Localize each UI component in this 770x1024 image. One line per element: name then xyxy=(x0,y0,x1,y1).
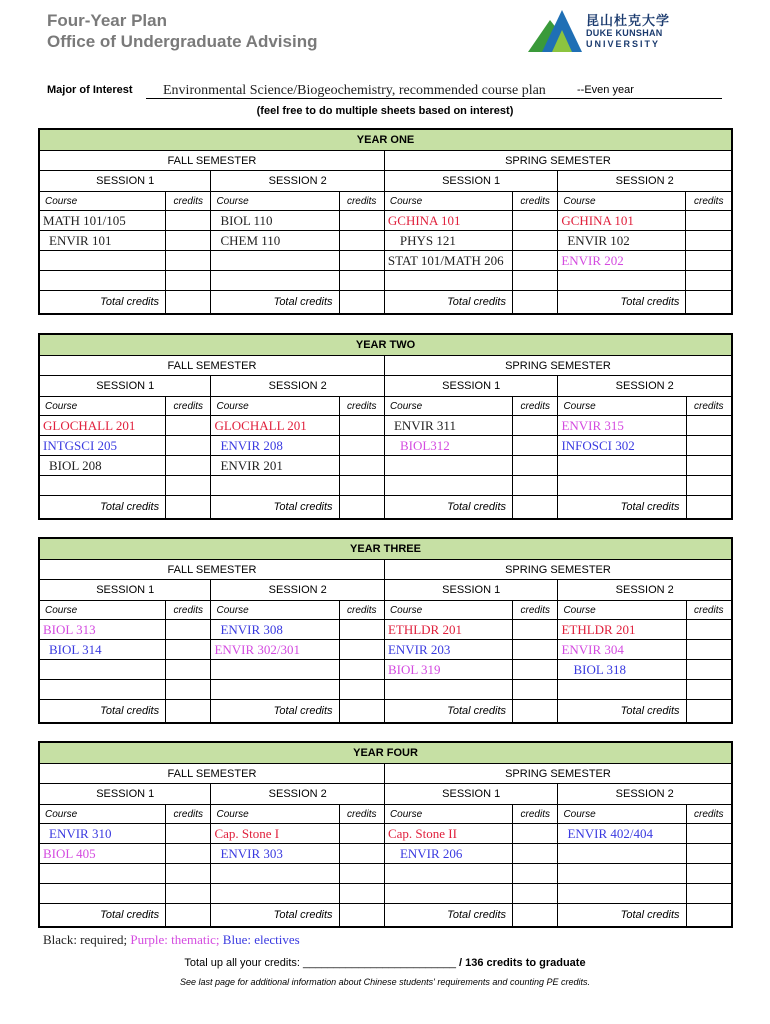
credits-cell[interactable] xyxy=(166,251,211,271)
total-credits-cell[interactable] xyxy=(339,904,384,927)
total-credits-label: Total credits xyxy=(384,496,512,519)
course-cell[interactable] xyxy=(384,476,512,496)
course-cell[interactable]: MATH 101/105 xyxy=(40,211,166,231)
credits-cell[interactable] xyxy=(339,476,384,496)
total-credits-suffix: / 136 credits to graduate xyxy=(455,957,586,969)
legend-thematic: Purple: thematic; xyxy=(130,932,220,947)
course-cell[interactable] xyxy=(211,476,339,496)
course-cell[interactable]: GCHINA 101 xyxy=(384,211,512,231)
session-2-label: SESSION 2 xyxy=(558,376,732,397)
course-cell[interactable] xyxy=(40,884,166,904)
course-cell[interactable] xyxy=(40,660,166,680)
credits-cell[interactable] xyxy=(513,824,558,844)
course-cell[interactable] xyxy=(211,864,339,884)
credits-cell[interactable] xyxy=(339,864,384,884)
session-2-label: SESSION 2 xyxy=(211,376,384,397)
credits-cell[interactable] xyxy=(686,620,731,640)
total-credits-label: Total credits xyxy=(40,291,166,314)
session-1-label: SESSION 1 xyxy=(384,784,557,805)
logo-english-name: DUKE KUNSHAN xyxy=(586,28,663,38)
course-cell[interactable] xyxy=(558,864,686,884)
course-cell[interactable]: ENVIR 315 xyxy=(558,416,686,436)
course-cell[interactable] xyxy=(40,476,166,496)
course-column-label: Course xyxy=(211,192,339,211)
course-cell[interactable]: ENVIR 308 xyxy=(211,620,339,640)
course-column-label: Course xyxy=(40,601,166,620)
total-credits-cell[interactable] xyxy=(166,291,211,314)
session-2-label: SESSION 2 xyxy=(211,580,384,601)
course-cell[interactable] xyxy=(40,864,166,884)
credits-cell[interactable] xyxy=(686,680,731,700)
course-column-label: Course xyxy=(558,397,686,416)
credits-cell[interactable] xyxy=(686,640,731,660)
credits-cell[interactable] xyxy=(166,271,211,291)
course-cell[interactable]: ENVIR 102 xyxy=(558,231,686,251)
total-credits-cell[interactable] xyxy=(513,904,558,927)
total-credits-label: Total credits xyxy=(384,700,512,723)
total-credits-cell[interactable] xyxy=(339,291,384,314)
credits-column-label: credits xyxy=(686,805,731,824)
credits-cell[interactable] xyxy=(512,251,557,271)
total-credits-prefix: Total up all your credits: xyxy=(184,957,304,969)
legend-required: Black: required; xyxy=(43,932,128,947)
year-title: YEAR FOUR xyxy=(40,743,732,764)
credits-cell[interactable] xyxy=(339,436,384,456)
credits-column-label: credits xyxy=(339,601,384,620)
credits-cell[interactable] xyxy=(686,844,731,864)
course-column-label: Course xyxy=(558,192,686,211)
page-title xyxy=(47,10,317,52)
total-credits-label: Total credits xyxy=(40,496,166,519)
spring-semester-label: SPRING SEMESTER xyxy=(384,151,731,171)
course-cell[interactable]: BIOL 110 xyxy=(211,211,339,231)
session-2-label: SESSION 2 xyxy=(558,580,732,601)
credits-cell[interactable] xyxy=(512,271,557,291)
course-cell[interactable]: STAT 101/MATH 206 xyxy=(384,251,512,271)
credits-cell[interactable] xyxy=(339,884,384,904)
course-cell[interactable]: BIOL 405 xyxy=(40,844,166,864)
total-credits-label: Total credits xyxy=(40,904,166,927)
credits-cell[interactable] xyxy=(166,231,211,251)
course-cell[interactable] xyxy=(211,680,339,700)
session-2-label: SESSION 2 xyxy=(558,784,732,805)
session-1-label: SESSION 1 xyxy=(40,580,211,601)
credits-cell[interactable] xyxy=(513,416,558,436)
title-line-2: Office of Undergraduate Advising xyxy=(47,32,318,51)
credits-cell[interactable] xyxy=(513,456,558,476)
major-label: Major of Interest xyxy=(47,84,133,96)
course-column-label: Course xyxy=(40,397,166,416)
total-credits-cell[interactable] xyxy=(339,700,384,723)
total-credits-label: Total credits xyxy=(558,496,686,519)
year-table xyxy=(38,128,733,315)
credits-cell[interactable] xyxy=(339,271,384,291)
course-cell[interactable]: Cap. Stone II xyxy=(384,824,512,844)
credits-cell[interactable] xyxy=(686,211,732,231)
total-credits-cell[interactable] xyxy=(339,496,384,519)
course-column-label: Course xyxy=(40,805,166,824)
course-cell[interactable]: ENVIR 206 xyxy=(384,844,512,864)
course-cell[interactable] xyxy=(558,476,686,496)
course-cell[interactable] xyxy=(384,456,512,476)
course-cell[interactable]: ENVIR 303 xyxy=(211,844,339,864)
total-credits-label: Total credits xyxy=(558,700,686,723)
course-cell[interactable] xyxy=(40,251,166,271)
credits-column-label: credits xyxy=(166,601,211,620)
credits-column-label: credits xyxy=(339,805,384,824)
credits-column-label: credits xyxy=(166,805,211,824)
session-2-label: SESSION 2 xyxy=(211,784,384,805)
fall-semester-label: FALL SEMESTER xyxy=(40,764,385,784)
spring-semester-label: SPRING SEMESTER xyxy=(384,560,731,580)
session-1-label: SESSION 1 xyxy=(40,784,211,805)
credits-cell[interactable] xyxy=(686,231,732,251)
credits-column-label: credits xyxy=(686,192,732,211)
total-credits-cell[interactable] xyxy=(512,291,557,314)
course-cell[interactable]: ENVIR 101 xyxy=(40,231,166,251)
credits-cell[interactable] xyxy=(166,660,211,680)
course-cell[interactable]: ENVIR 304 xyxy=(558,640,686,660)
course-cell[interactable]: INFOSCI 302 xyxy=(558,436,686,456)
credits-column-label: credits xyxy=(513,601,558,620)
credits-cell[interactable] xyxy=(686,271,732,291)
course-cell[interactable]: PHYS 121 xyxy=(384,231,512,251)
credits-cell[interactable] xyxy=(513,680,558,700)
university-logo xyxy=(528,8,678,54)
course-cell[interactable] xyxy=(40,271,166,291)
title-line-1: Four-Year Plan xyxy=(47,11,167,30)
course-cell[interactable]: ETHLDR 201 xyxy=(384,620,512,640)
year-table xyxy=(38,741,733,928)
course-cell[interactable] xyxy=(211,271,339,291)
year-title: YEAR ONE xyxy=(40,130,732,151)
credits-cell[interactable] xyxy=(339,824,384,844)
course-cell[interactable]: CHEM 110 xyxy=(211,231,339,251)
year-title: YEAR THREE xyxy=(40,539,732,560)
credits-column-label: credits xyxy=(166,397,211,416)
course-column-label: Course xyxy=(384,192,512,211)
course-cell[interactable]: INTGSCI 205 xyxy=(40,436,166,456)
course-cell[interactable]: ENVIR 201 xyxy=(211,456,339,476)
credits-cell[interactable] xyxy=(513,620,558,640)
credits-column-label: credits xyxy=(339,192,384,211)
credits-cell[interactable] xyxy=(686,476,731,496)
fall-semester-label: FALL SEMESTER xyxy=(40,151,385,171)
credits-cell[interactable] xyxy=(339,456,384,476)
credits-cell[interactable] xyxy=(339,231,384,251)
credits-cell[interactable] xyxy=(513,844,558,864)
course-cell[interactable] xyxy=(211,251,339,271)
credits-column-label: credits xyxy=(513,397,558,416)
credits-cell[interactable] xyxy=(512,211,557,231)
course-cell[interactable] xyxy=(558,456,686,476)
course-cell[interactable]: ENVIR 402/404 xyxy=(558,824,686,844)
footnote: See last page for additional information about Chinese students' requirements and counting PE credits. xyxy=(180,977,590,987)
credits-cell[interactable] xyxy=(513,640,558,660)
credits-cell[interactable] xyxy=(166,680,211,700)
course-column-label: Course xyxy=(384,397,512,416)
session-1-label: SESSION 1 xyxy=(384,580,557,601)
spring-semester-label: SPRING SEMESTER xyxy=(384,764,731,784)
total-credits-label: Total credits xyxy=(558,291,686,314)
total-credits-label: Total credits xyxy=(211,291,339,314)
total-credits-cell[interactable] xyxy=(686,291,732,314)
total-credits-line xyxy=(0,957,770,969)
course-cell[interactable] xyxy=(211,660,339,680)
course-column-label: Course xyxy=(211,805,339,824)
total-credits-label: Total credits xyxy=(384,291,512,314)
session-1-label: SESSION 1 xyxy=(384,171,557,192)
course-cell[interactable] xyxy=(384,884,512,904)
course-column-label: Course xyxy=(384,805,512,824)
total-credits-label: Total credits xyxy=(211,496,339,519)
credits-cell[interactable] xyxy=(166,620,211,640)
session-1-label: SESSION 1 xyxy=(384,376,557,397)
total-credits-cell[interactable] xyxy=(166,904,211,927)
total-credits-label: Total credits xyxy=(384,904,512,927)
course-cell[interactable]: BIOL 208 xyxy=(40,456,166,476)
year-title: YEAR TWO xyxy=(40,335,732,356)
total-credits-label: Total credits xyxy=(40,700,166,723)
fall-semester-label: FALL SEMESTER xyxy=(40,356,385,376)
credits-cell[interactable] xyxy=(686,416,731,436)
course-cell[interactable] xyxy=(211,884,339,904)
credits-cell[interactable] xyxy=(512,231,557,251)
credits-column-label: credits xyxy=(512,192,557,211)
course-cell[interactable] xyxy=(558,271,686,291)
course-cell[interactable]: ENVIR 311 xyxy=(384,416,512,436)
credits-cell[interactable] xyxy=(166,476,211,496)
course-column-label: Course xyxy=(558,601,686,620)
spring-semester-label: SPRING SEMESTER xyxy=(384,356,731,376)
total-credits-cell[interactable] xyxy=(513,496,558,519)
credits-column-label: credits xyxy=(686,397,731,416)
multiple-sheets-note: (feel free to do multiple sheets based on interest) xyxy=(256,105,514,117)
credits-cell[interactable] xyxy=(513,660,558,680)
credits-cell[interactable] xyxy=(166,436,211,456)
credits-cell[interactable] xyxy=(339,844,384,864)
course-column-label: Course xyxy=(384,601,512,620)
credits-cell[interactable] xyxy=(339,680,384,700)
course-cell[interactable] xyxy=(384,680,512,700)
course-cell[interactable] xyxy=(558,884,686,904)
course-cell[interactable]: BIOL 313 xyxy=(40,620,166,640)
course-column-label: Course xyxy=(211,397,339,416)
credits-cell[interactable] xyxy=(166,211,211,231)
credits-cell[interactable] xyxy=(686,660,731,680)
credits-cell[interactable] xyxy=(166,884,211,904)
logo-mountain-icon xyxy=(528,8,584,54)
course-cell[interactable] xyxy=(384,271,512,291)
credits-cell[interactable] xyxy=(513,436,558,456)
logo-english-university: UNIVERSITY xyxy=(586,39,661,49)
year-table xyxy=(38,537,733,724)
course-cell[interactable]: GLOCHALL 201 xyxy=(211,416,339,436)
session-2-label: SESSION 2 xyxy=(558,171,732,192)
course-cell[interactable]: BIOL 318 xyxy=(558,660,686,680)
credits-cell[interactable] xyxy=(339,640,384,660)
course-cell[interactable]: ETHLDR 201 xyxy=(558,620,686,640)
credits-cell[interactable] xyxy=(339,620,384,640)
course-cell[interactable] xyxy=(558,680,686,700)
credits-column-label: credits xyxy=(339,397,384,416)
course-column-label: Course xyxy=(558,805,686,824)
credits-cell[interactable] xyxy=(686,456,731,476)
credits-cell[interactable] xyxy=(686,864,731,884)
credits-cell[interactable] xyxy=(513,476,558,496)
total-credits-label: Total credits xyxy=(211,700,339,723)
credits-column-label: credits xyxy=(686,601,731,620)
credits-cell[interactable] xyxy=(339,416,384,436)
course-column-label: Course xyxy=(211,601,339,620)
course-cell[interactable]: ENVIR 202 xyxy=(558,251,686,271)
course-cell[interactable] xyxy=(384,864,512,884)
credits-cell[interactable] xyxy=(339,660,384,680)
color-legend xyxy=(43,932,300,948)
course-cell[interactable]: Cap. Stone I xyxy=(211,824,339,844)
credits-cell[interactable] xyxy=(686,884,731,904)
credits-cell[interactable] xyxy=(339,211,384,231)
legend-electives: Blue: electives xyxy=(222,932,300,947)
total-credits-label: Total credits xyxy=(211,904,339,927)
total-credits-cell[interactable] xyxy=(166,496,211,519)
credits-cell[interactable] xyxy=(166,640,211,660)
total-credits-blank[interactable]: _________________________ xyxy=(303,957,456,969)
year-table xyxy=(38,333,733,520)
course-cell[interactable]: ENVIR 302/301 xyxy=(211,640,339,660)
major-field[interactable]: Environmental Science/Biogeochemistry, recommended course plan xyxy=(163,83,546,98)
course-cell[interactable]: BIOL 314 xyxy=(40,640,166,660)
logo-chinese-name: 昆山杜克大学 xyxy=(586,13,671,28)
credits-cell[interactable] xyxy=(513,884,558,904)
total-credits-label: Total credits xyxy=(558,904,686,927)
total-credits-cell[interactable] xyxy=(686,700,731,723)
course-cell[interactable]: ENVIR 310 xyxy=(40,824,166,844)
total-credits-cell[interactable] xyxy=(686,496,731,519)
course-cell[interactable]: GCHINA 101 xyxy=(558,211,686,231)
credits-column-label: credits xyxy=(513,805,558,824)
credits-cell[interactable] xyxy=(166,844,211,864)
credits-column-label: credits xyxy=(166,192,211,211)
course-cell[interactable]: BIOL 319 xyxy=(384,660,512,680)
course-cell[interactable]: ENVIR 208 xyxy=(211,436,339,456)
session-2-label: SESSION 2 xyxy=(211,171,384,192)
credits-cell[interactable] xyxy=(166,864,211,884)
session-1-label: SESSION 1 xyxy=(40,171,211,192)
credits-cell[interactable] xyxy=(166,824,211,844)
credits-cell[interactable] xyxy=(513,864,558,884)
credits-cell[interactable] xyxy=(339,251,384,271)
course-column-label: Course xyxy=(40,192,166,211)
credits-cell[interactable] xyxy=(686,824,731,844)
course-cell[interactable]: ENVIR 203 xyxy=(384,640,512,660)
major-suffix: --Even year xyxy=(577,84,634,96)
course-cell[interactable]: BIOL312 xyxy=(384,436,512,456)
session-1-label: SESSION 1 xyxy=(40,376,211,397)
total-credits-cell[interactable] xyxy=(166,700,211,723)
course-cell[interactable]: GLOCHALL 201 xyxy=(40,416,166,436)
total-credits-cell[interactable] xyxy=(513,700,558,723)
course-cell[interactable] xyxy=(558,844,686,864)
credits-cell[interactable] xyxy=(686,251,732,271)
total-credits-cell[interactable] xyxy=(686,904,731,927)
credits-cell[interactable] xyxy=(686,436,731,456)
course-cell[interactable] xyxy=(40,680,166,700)
fall-semester-label: FALL SEMESTER xyxy=(40,560,385,580)
credits-cell[interactable] xyxy=(166,456,211,476)
credits-cell[interactable] xyxy=(166,416,211,436)
